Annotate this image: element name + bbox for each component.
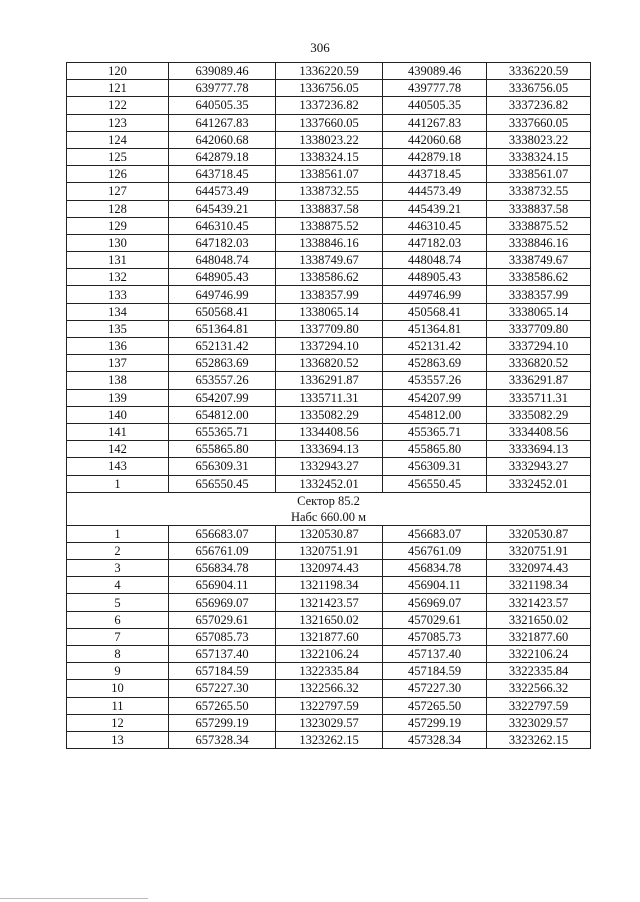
x-local-cell: 456550.45: [383, 475, 487, 492]
x-coordinate-cell: 657227.30: [169, 680, 276, 697]
x-local-cell: 456309.31: [383, 458, 487, 475]
y-coordinate-cell: 1338357.99: [276, 286, 383, 303]
x-local-cell: 442060.68: [383, 131, 487, 148]
point-number-cell: 120: [67, 63, 169, 80]
y-local-cell: 3335711.31: [487, 389, 591, 406]
point-number-cell: 121: [67, 80, 169, 97]
y-local-cell: 3332452.01: [487, 475, 591, 492]
point-number-cell: 13: [67, 731, 169, 748]
page-number: 306: [310, 40, 330, 55]
point-number-cell: 137: [67, 355, 169, 372]
y-local-cell: 3338837.58: [487, 200, 591, 217]
point-number-cell: 141: [67, 423, 169, 440]
y-local-cell: 3338586.62: [487, 269, 591, 286]
x-coordinate-cell: 643718.45: [169, 166, 276, 183]
table-row: [67, 183, 591, 200]
y-local-cell: 3322566.32: [487, 680, 591, 697]
point-number-cell: 125: [67, 148, 169, 165]
y-local-cell: 3338023.22: [487, 131, 591, 148]
x-local-cell: 448905.43: [383, 269, 487, 286]
y-coordinate-cell: 1332943.27: [276, 458, 383, 475]
y-coordinate-cell: 1321650.02: [276, 611, 383, 628]
table-row: [67, 234, 591, 251]
x-coordinate-cell: 639089.46: [169, 63, 276, 80]
y-local-cell: 3323029.57: [487, 714, 591, 731]
y-local-cell: 3338732.55: [487, 183, 591, 200]
y-coordinate-cell: 1336756.05: [276, 80, 383, 97]
x-local-cell: 457085.73: [383, 628, 487, 645]
x-local-cell: 455365.71: [383, 423, 487, 440]
x-local-cell: 447182.03: [383, 234, 487, 251]
y-coordinate-cell: 1320974.43: [276, 560, 383, 577]
y-local-cell: 3338749.67: [487, 252, 591, 269]
x-local-cell: 443718.45: [383, 166, 487, 183]
x-coordinate-cell: 657299.19: [169, 714, 276, 731]
table-row: [67, 80, 591, 97]
table-row: [67, 200, 591, 217]
point-number-cell: 134: [67, 303, 169, 320]
y-local-cell: 3321650.02: [487, 611, 591, 628]
table-row: [67, 458, 591, 475]
y-coordinate-cell: 1338324.15: [276, 148, 383, 165]
x-local-cell: 455865.80: [383, 441, 487, 458]
table-row: [67, 646, 591, 663]
table-row: [67, 166, 591, 183]
point-number-cell: 5: [67, 594, 169, 611]
y-coordinate-cell: 1321198.34: [276, 577, 383, 594]
y-coordinate-cell: 1337660.05: [276, 114, 383, 131]
x-coordinate-cell: 640505.35: [169, 97, 276, 114]
y-local-cell: 3337236.82: [487, 97, 591, 114]
y-coordinate-cell: 1322797.59: [276, 697, 383, 714]
x-local-cell: 457227.30: [383, 680, 487, 697]
table-row: [67, 731, 591, 748]
x-local-cell: 446310.45: [383, 217, 487, 234]
point-number-cell: 126: [67, 166, 169, 183]
x-local-cell: 450568.41: [383, 303, 487, 320]
y-coordinate-cell: 1335082.29: [276, 406, 383, 423]
y-local-cell: 3336291.87: [487, 372, 591, 389]
x-local-cell: 454207.99: [383, 389, 487, 406]
table-row: [67, 303, 591, 320]
y-coordinate-cell: 1336220.59: [276, 63, 383, 80]
x-coordinate-cell: 646310.45: [169, 217, 276, 234]
y-local-cell: 3337709.80: [487, 320, 591, 337]
y-local-cell: 3338846.16: [487, 234, 591, 251]
table-row: [67, 148, 591, 165]
y-local-cell: 3320530.87: [487, 525, 591, 542]
point-number-cell: 8: [67, 646, 169, 663]
table-row: [67, 97, 591, 114]
y-local-cell: 3338875.52: [487, 217, 591, 234]
x-coordinate-cell: 656904.11: [169, 577, 276, 594]
point-number-cell: 1: [67, 525, 169, 542]
point-number-cell: 136: [67, 338, 169, 355]
x-local-cell: 445439.21: [383, 200, 487, 217]
point-number-cell: 7: [67, 628, 169, 645]
x-coordinate-cell: 656969.07: [169, 594, 276, 611]
y-local-cell: 3338324.15: [487, 148, 591, 165]
table-row: [67, 286, 591, 303]
x-local-cell: 448048.74: [383, 252, 487, 269]
y-coordinate-cell: 1337294.10: [276, 338, 383, 355]
y-local-cell: 3336756.05: [487, 80, 591, 97]
section-header-row: [67, 492, 591, 525]
table-row: [67, 714, 591, 731]
y-coordinate-cell: 1338023.22: [276, 131, 383, 148]
x-coordinate-cell: 654812.00: [169, 406, 276, 423]
x-local-cell: 456969.07: [383, 594, 487, 611]
table-row: [67, 320, 591, 337]
y-coordinate-cell: 1337236.82: [276, 97, 383, 114]
table-row: [67, 269, 591, 286]
y-coordinate-cell: 1332452.01: [276, 475, 383, 492]
point-number-cell: 11: [67, 697, 169, 714]
y-coordinate-cell: 1337709.80: [276, 320, 383, 337]
y-coordinate-cell: 1322566.32: [276, 680, 383, 697]
x-local-cell: 441267.83: [383, 114, 487, 131]
table-row: [67, 525, 591, 542]
coordinates-table-body-lower: [67, 525, 591, 748]
y-coordinate-cell: 1338065.14: [276, 303, 383, 320]
table-row: [67, 663, 591, 680]
y-coordinate-cell: 1333694.13: [276, 441, 383, 458]
y-coordinate-cell: 1335711.31: [276, 389, 383, 406]
y-local-cell: 3332943.27: [487, 458, 591, 475]
point-number-cell: 129: [67, 217, 169, 234]
point-number-cell: 128: [67, 200, 169, 217]
point-number-cell: 124: [67, 131, 169, 148]
table-row: [67, 338, 591, 355]
x-local-cell: 442879.18: [383, 148, 487, 165]
y-coordinate-cell: 1338561.07: [276, 166, 383, 183]
x-coordinate-cell: 648048.74: [169, 252, 276, 269]
point-number-cell: 140: [67, 406, 169, 423]
x-coordinate-cell: 657184.59: [169, 663, 276, 680]
y-coordinate-cell: 1336291.87: [276, 372, 383, 389]
point-number-cell: 131: [67, 252, 169, 269]
coordinates-table-body-upper: [67, 63, 591, 493]
x-coordinate-cell: 644573.49: [169, 183, 276, 200]
table-row: [67, 577, 591, 594]
y-coordinate-cell: 1320751.91: [276, 542, 383, 559]
x-coordinate-cell: 656834.78: [169, 560, 276, 577]
y-local-cell: 3322106.24: [487, 646, 591, 663]
x-local-cell: 457184.59: [383, 663, 487, 680]
point-number-cell: 1: [67, 475, 169, 492]
x-local-cell: 440505.35: [383, 97, 487, 114]
y-coordinate-cell: 1338586.62: [276, 269, 383, 286]
point-number-cell: 2: [67, 542, 169, 559]
point-number-cell: 132: [67, 269, 169, 286]
point-number-cell: 133: [67, 286, 169, 303]
y-local-cell: 3321877.60: [487, 628, 591, 645]
y-local-cell: 3320974.43: [487, 560, 591, 577]
x-local-cell: 439777.78: [383, 80, 487, 97]
x-coordinate-cell: 651364.81: [169, 320, 276, 337]
x-local-cell: 452131.42: [383, 338, 487, 355]
point-number-cell: 127: [67, 183, 169, 200]
y-coordinate-cell: 1321423.57: [276, 594, 383, 611]
y-coordinate-cell: 1320530.87: [276, 525, 383, 542]
y-local-cell: 3333694.13: [487, 441, 591, 458]
point-number-cell: 135: [67, 320, 169, 337]
table-row: [67, 628, 591, 645]
table-row: [67, 423, 591, 440]
x-local-cell: 457328.34: [383, 731, 487, 748]
x-coordinate-cell: 648905.43: [169, 269, 276, 286]
x-coordinate-cell: 655365.71: [169, 423, 276, 440]
x-local-cell: 444573.49: [383, 183, 487, 200]
y-coordinate-cell: 1338846.16: [276, 234, 383, 251]
section-header-cell: [67, 492, 591, 525]
x-coordinate-cell: 656683.07: [169, 525, 276, 542]
x-local-cell: 439089.46: [383, 63, 487, 80]
coordinates-table: [66, 62, 591, 749]
point-number-cell: 138: [67, 372, 169, 389]
y-local-cell: 3323262.15: [487, 731, 591, 748]
table-row: [67, 441, 591, 458]
x-local-cell: 449746.99: [383, 286, 487, 303]
x-coordinate-cell: 653557.26: [169, 372, 276, 389]
table-row: [67, 355, 591, 372]
x-coordinate-cell: 642060.68: [169, 131, 276, 148]
y-local-cell: 3321198.34: [487, 577, 591, 594]
y-coordinate-cell: 1338749.67: [276, 252, 383, 269]
point-number-cell: 123: [67, 114, 169, 131]
scan-edge-line: [0, 898, 148, 899]
x-local-cell: 454812.00: [383, 406, 487, 423]
y-coordinate-cell: 1322335.84: [276, 663, 383, 680]
y-coordinate-cell: 1323029.57: [276, 714, 383, 731]
x-local-cell: 456761.09: [383, 542, 487, 559]
x-coordinate-cell: 641267.83: [169, 114, 276, 131]
x-coordinate-cell: 652131.42: [169, 338, 276, 355]
table-row: [67, 475, 591, 492]
point-number-cell: 122: [67, 97, 169, 114]
y-local-cell: 3321423.57: [487, 594, 591, 611]
x-coordinate-cell: 652863.69: [169, 355, 276, 372]
y-coordinate-cell: 1338837.58: [276, 200, 383, 217]
y-local-cell: 3336220.59: [487, 63, 591, 80]
point-number-cell: 9: [67, 663, 169, 680]
table-row: [67, 560, 591, 577]
section-title: Сектор 85.2: [297, 493, 360, 508]
x-coordinate-cell: 647182.03: [169, 234, 276, 251]
x-coordinate-cell: 656550.45: [169, 475, 276, 492]
point-number-cell: 130: [67, 234, 169, 251]
x-local-cell: 453557.26: [383, 372, 487, 389]
y-local-cell: 3335082.29: [487, 406, 591, 423]
y-coordinate-cell: 1338732.55: [276, 183, 383, 200]
table-row: [67, 594, 591, 611]
x-coordinate-cell: 656761.09: [169, 542, 276, 559]
x-local-cell: 457137.40: [383, 646, 487, 663]
x-local-cell: 451364.81: [383, 320, 487, 337]
x-coordinate-cell: 657328.34: [169, 731, 276, 748]
y-coordinate-cell: 1338875.52: [276, 217, 383, 234]
point-number-cell: 6: [67, 611, 169, 628]
x-coordinate-cell: 645439.21: [169, 200, 276, 217]
table-row: [67, 131, 591, 148]
table-row: [67, 252, 591, 269]
y-coordinate-cell: 1322106.24: [276, 646, 383, 663]
table-row: [67, 697, 591, 714]
x-coordinate-cell: 650568.41: [169, 303, 276, 320]
y-local-cell: 3337294.10: [487, 338, 591, 355]
y-coordinate-cell: 1321877.60: [276, 628, 383, 645]
y-local-cell: 3320751.91: [487, 542, 591, 559]
y-local-cell: 3336820.52: [487, 355, 591, 372]
table-row: [67, 611, 591, 628]
y-local-cell: 3338357.99: [487, 286, 591, 303]
table-row: [67, 372, 591, 389]
x-coordinate-cell: 657265.50: [169, 697, 276, 714]
point-number-cell: 12: [67, 714, 169, 731]
point-number-cell: 3: [67, 560, 169, 577]
x-local-cell: 457265.50: [383, 697, 487, 714]
x-coordinate-cell: 657085.73: [169, 628, 276, 645]
point-number-cell: 139: [67, 389, 169, 406]
x-local-cell: 456834.78: [383, 560, 487, 577]
y-local-cell: 3338065.14: [487, 303, 591, 320]
point-number-cell: 143: [67, 458, 169, 475]
x-coordinate-cell: 639777.78: [169, 80, 276, 97]
y-local-cell: 3334408.56: [487, 423, 591, 440]
x-local-cell: 452863.69: [383, 355, 487, 372]
x-coordinate-cell: 649746.99: [169, 286, 276, 303]
table-row: [67, 114, 591, 131]
point-number-cell: 4: [67, 577, 169, 594]
y-local-cell: 3322797.59: [487, 697, 591, 714]
x-coordinate-cell: 657029.61: [169, 611, 276, 628]
point-number-cell: 10: [67, 680, 169, 697]
section-header-group: [67, 492, 591, 525]
x-coordinate-cell: 654207.99: [169, 389, 276, 406]
table-row: [67, 406, 591, 423]
y-local-cell: 3322335.84: [487, 663, 591, 680]
y-local-cell: 3337660.05: [487, 114, 591, 131]
x-coordinate-cell: 656309.31: [169, 458, 276, 475]
table-row: [67, 680, 591, 697]
x-local-cell: 456683.07: [383, 525, 487, 542]
y-coordinate-cell: 1334408.56: [276, 423, 383, 440]
table-row: [67, 389, 591, 406]
x-local-cell: 457029.61: [383, 611, 487, 628]
y-local-cell: 3338561.07: [487, 166, 591, 183]
point-number-cell: 142: [67, 441, 169, 458]
y-coordinate-cell: 1323262.15: [276, 731, 383, 748]
x-local-cell: 457299.19: [383, 714, 487, 731]
x-coordinate-cell: 655865.80: [169, 441, 276, 458]
x-local-cell: 456904.11: [383, 577, 487, 594]
table-row: [67, 217, 591, 234]
x-coordinate-cell: 642879.18: [169, 148, 276, 165]
section-height-label: Набс 660.00 м: [290, 509, 367, 524]
table-row: [67, 63, 591, 80]
x-coordinate-cell: 657137.40: [169, 646, 276, 663]
y-coordinate-cell: 1336820.52: [276, 355, 383, 372]
table-row: [67, 542, 591, 559]
